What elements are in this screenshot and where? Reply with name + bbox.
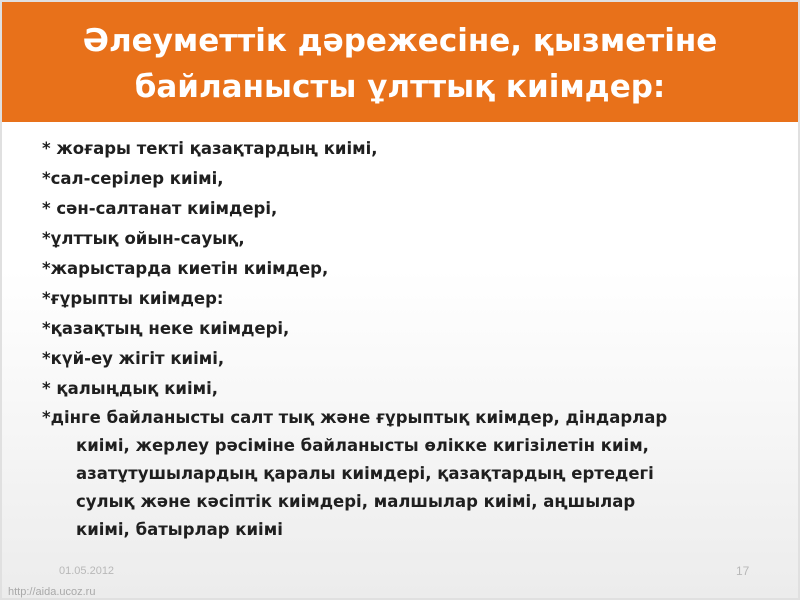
list-item-long <box>42 404 772 544</box>
title-line-1: Әлеуметтік дәрежесіне, қызметіне <box>82 23 718 59</box>
list-item: * қалыңдық киімі, <box>42 379 219 398</box>
list-item: *ғұрыпты киімдер: <box>42 289 224 308</box>
list-item-long-line-4: сулық және кәсіптік киімдері, малшылар киімі, аңшылар <box>76 492 636 511</box>
list-item-long-line-5: киімі, батырлар киімі <box>76 520 283 539</box>
list-item: * сән-салтанат киімдері, <box>42 199 278 218</box>
watermark-url: http://aida.ucoz.ru <box>8 586 96 598</box>
page-number: 17 <box>736 564 750 578</box>
list-item: * жоғары текті қазақтардың киімі, <box>42 139 378 158</box>
list-item: *жарыстарда киетін киімдер, <box>42 259 329 278</box>
list-item: *сал-серілер киімі, <box>42 169 224 188</box>
title-line-2: байланысты ұлттық киімдер: <box>134 69 666 105</box>
footer-date: 01.05.2012 <box>59 565 115 577</box>
list-item: *қазақтың неке киімдері, <box>42 319 290 338</box>
slide-title <box>2 18 798 110</box>
list-item: *күй-еу жігіт киімі, <box>42 349 225 368</box>
list-item-long-line-3: азатұтушылардың қаралы киімдері, қазақтардың ертедегі <box>76 464 654 483</box>
list-item-long-line-1: *дінге байланысты салт тық және ғұрыптық киімдер, діндарлар <box>42 408 668 427</box>
list-item: *ұлттық ойын-сауық, <box>42 229 245 248</box>
list-item-long-line-2: киімі, жерлеу рәсіміне байланысты өлікке кигізілетін киім, <box>76 436 649 455</box>
bullet-list <box>42 134 772 544</box>
